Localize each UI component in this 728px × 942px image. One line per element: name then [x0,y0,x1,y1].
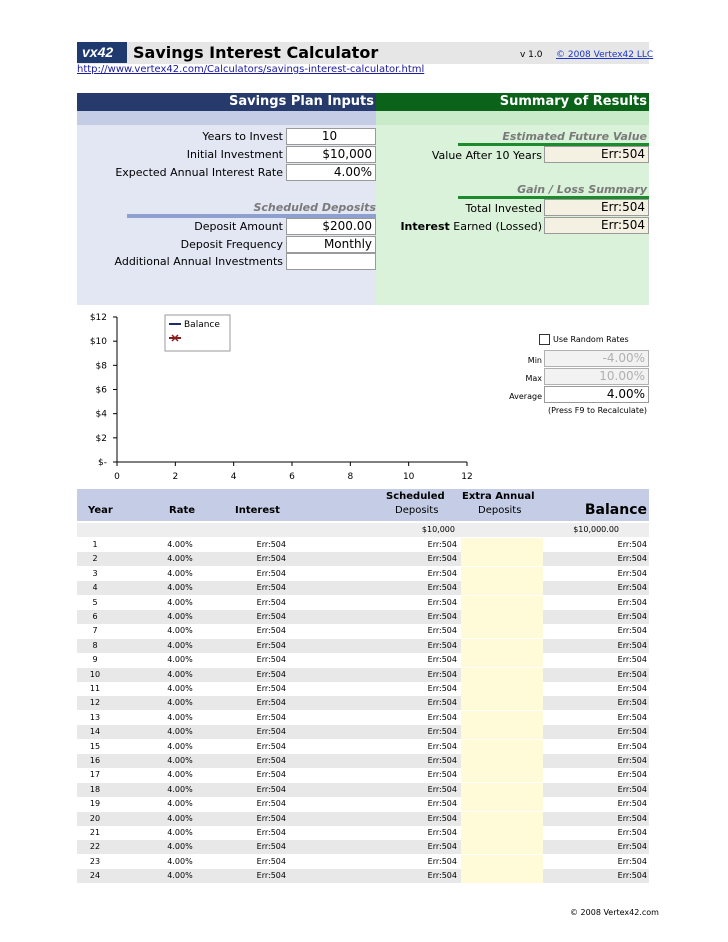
deposit-frequency-label: Deposit Frequency [180,238,283,251]
min-rate-label: Min [527,356,542,365]
year-cell: 20 [89,813,101,823]
years-label: Years to Invest [202,130,283,143]
year-cell: 1 [92,540,98,549]
scheduled-deposit-cell: Err:504 [427,684,457,693]
random-rates-label: Use Random Rates [553,335,629,344]
year-cell: 18 [89,784,101,794]
extra-deposit-input[interactable] [461,783,543,797]
col-scheduled-header-2: Deposits [395,505,439,516]
chart-legend [165,315,230,351]
rate-cell: 4.00% [167,583,193,593]
interest-cell: Err:504 [256,712,286,722]
extra-deposit-input[interactable] [461,869,543,883]
page-title: Savings Interest Calculator [133,43,379,62]
col-interest-header: Interest [235,505,280,516]
year-cell: 10 [89,669,101,679]
year-cell: 9 [92,655,98,665]
scheduled-deposit-cell: Err:504 [427,640,457,650]
extra-deposit-input[interactable] [461,538,543,552]
extra-deposit-input[interactable] [461,639,543,653]
scheduled-deposit-cell: Err:504 [427,698,457,708]
value-after-output: Err:504 [544,146,649,163]
year-cell: 21 [89,828,101,837]
years-input[interactable]: 10 [286,128,376,145]
extra-deposit-input[interactable] [461,826,543,840]
deposit-amount-input[interactable]: $200.00 [286,218,376,235]
interest-cell: Err:504 [256,698,286,708]
interest-cell: Err:504 [256,583,286,593]
rate-cell: 4.00% [167,784,193,794]
additional-investments-label: Additional Annual Investments [114,255,283,268]
initial-balance-cell: $10,000.00 [573,525,619,534]
interest-cell: Err:504 [256,655,286,665]
col-extra-header-2: Deposits [478,505,522,516]
scheduled-deposit-cell: Err:504 [427,856,457,866]
summary-heading: Summary of Results [376,93,649,111]
interest-cell: Err:504 [256,540,286,549]
x-tick-label: 2 [172,472,179,482]
extra-deposit-input[interactable] [461,581,543,595]
year-cell: 16 [89,756,101,765]
extra-deposit-input[interactable] [461,797,543,811]
interest-cell: Err:504 [256,741,286,751]
y-tick-label: $12 [89,313,107,323]
interest-cell: Err:504 [256,856,286,866]
rate-cell: 4.00% [167,698,193,708]
interest-cell: Err:504 [256,597,286,607]
balance-cell: Err:504 [617,684,647,693]
scheduled-deposit-cell: Err:504 [427,770,457,780]
summary-panel-top-band [376,111,649,125]
col-year-header: Year [88,505,113,516]
scheduled-deposit-cell: Err:504 [427,727,457,737]
initial-investment-input[interactable]: $10,000 [286,146,376,163]
initial-deposit-cell: $10,000 [421,525,455,534]
rate-cell: 4.00% [167,684,193,693]
extra-deposit-input[interactable] [461,725,543,739]
scheduled-deposit-cell: Err:504 [427,554,457,564]
year-cell: 22 [89,842,101,852]
year-cell: 7 [92,626,98,636]
interest-cell: Err:504 [256,727,286,737]
rate-cell: 4.00% [167,669,193,679]
interest-cell: Err:504 [256,799,286,809]
year-cell: 15 [89,741,101,751]
additional-investments-input[interactable] [286,253,376,270]
year-cell: 5 [92,597,98,607]
interest-rate-label: Expected Annual Interest Rate [115,166,283,179]
scheduled-deposit-cell: Err:504 [427,568,457,578]
total-invested-output: Err:504 [544,199,649,216]
interest-cell: Err:504 [256,612,286,621]
extra-deposit-input[interactable] [461,711,543,725]
inputs-heading: Savings Plan Inputs [77,93,376,111]
random-rates-checkbox[interactable] [539,334,550,345]
balance-cell: Err:504 [617,655,647,665]
year-cell: 6 [92,612,98,621]
rate-cell: 4.00% [167,712,193,722]
balance-cell: Err:504 [617,612,647,621]
future-value-heading: Estimated Future Value [502,130,647,143]
rate-cell: 4.00% [167,756,193,765]
interest-cell: Err:504 [256,842,286,852]
scheduled-deposit-cell: Err:504 [427,799,457,809]
balance-cell: Err:504 [617,842,647,852]
scheduled-deposit-cell: Err:504 [427,626,457,636]
scheduled-deposit-cell: Err:504 [427,784,457,794]
balance-cell: Err:504 [617,756,647,765]
scheduled-deposit-cell: Err:504 [427,741,457,751]
interest-earned-label-rest: Earned (Lossed) [449,220,542,233]
y-tick-label: $6 [95,385,107,396]
extra-deposit-input[interactable] [461,668,543,682]
balance-cell: Err:504 [617,784,647,794]
year-cell: 23 [89,856,101,866]
col-scheduled-header-1: Scheduled [386,491,445,502]
x-tick-label: 8 [347,472,354,482]
extra-deposit-input[interactable] [461,624,543,638]
year-cell: 12 [89,698,101,708]
balance-cell: Err:504 [617,640,647,650]
rate-cell: 4.00% [167,540,193,549]
max-rate-label: Max [525,374,542,383]
rate-cell: 4.00% [167,856,193,866]
rate-cell: 4.00% [167,554,193,564]
interest-earned-label-bold: Interest [400,220,450,233]
scheduled-deposit-cell: Err:504 [427,828,457,837]
year-cell: 24 [89,871,101,881]
balance-cell: Err:504 [617,698,647,708]
rate-cell: 4.00% [167,741,193,751]
balance-cell: Err:504 [617,770,647,780]
year-cell: 3 [92,568,98,578]
scheduled-deposit-cell: Err:504 [427,813,457,823]
x-tick-label: 4 [230,472,237,482]
rate-cell: 4.00% [167,770,193,780]
balance-cell: Err:504 [617,626,647,636]
interest-cell: Err:504 [256,640,286,650]
scheduled-deposit-cell: Err:504 [427,597,457,607]
interest-cell: Err:504 [256,684,286,693]
balance-cell: Err:504 [617,568,647,578]
interest-cell: Err:504 [256,770,286,780]
rate-cell: 4.00% [167,799,193,809]
year-cell: 2 [92,554,98,564]
extra-deposit-input[interactable] [461,596,543,610]
extra-deposit-input[interactable] [461,567,543,581]
initial-investment-label: Initial Investment [186,148,283,161]
scheduled-deposit-cell: Err:504 [427,871,457,881]
extra-deposit-input[interactable] [461,754,543,768]
interest-cell: Err:504 [256,813,286,823]
average-rate-output: 4.00% [544,386,649,403]
rate-cell: 4.00% [167,813,193,823]
scheduled-deposit-cell: Err:504 [427,655,457,665]
y-tick-label: $10 [89,337,107,348]
calculator-url-link[interactable]: http://www.vertex42.com/Calculators/savings-interest-calculator.html [77,64,425,75]
scheduled-deposit-cell: Err:504 [427,669,457,679]
balance-cell: Err:504 [617,669,647,679]
rate-cell: 4.00% [167,655,193,665]
interest-cell: Err:504 [256,554,286,564]
balance-cell: Err:504 [617,856,647,866]
extra-deposit-input[interactable] [461,696,543,710]
balance-cell: Err:504 [617,828,647,837]
interest-cell: Err:504 [256,626,286,636]
interest-cell: Err:504 [256,756,286,765]
rate-cell: 4.00% [167,727,193,737]
x-tick-label: 6 [289,472,295,482]
scheduled-deposit-cell: Err:504 [427,842,457,852]
scheduled-deposit-cell: Err:504 [427,583,457,593]
copyright-link[interactable]: © 2008 Vertex42 LLC [556,50,654,60]
balance-cell: Err:504 [617,799,647,809]
rate-cell: 4.00% [167,597,193,607]
year-cell: 11 [89,684,101,693]
extra-deposit-input[interactable] [461,740,543,754]
extra-deposit-input[interactable] [461,840,543,854]
rate-cell: 4.00% [167,612,193,621]
legend-balance-label: Balance [184,320,220,330]
interest-cell: Err:504 [256,871,286,881]
extra-deposit-input[interactable] [461,610,543,624]
extra-deposit-input[interactable] [461,682,543,696]
footer-copyright: © 2008 Vertex42.com [570,908,659,917]
balance-cell: Err:504 [617,813,647,823]
balance-cell: Err:504 [617,871,647,881]
version-label: v 1.0 [520,50,543,60]
col-rate-header: Rate [169,505,196,516]
total-invested-label: Total Invested [465,202,542,215]
year-cell: 13 [89,712,101,722]
interest-rate-input[interactable]: 4.00% [286,164,376,181]
average-rate-label: Average [509,392,542,401]
value-after-label: Value After 10 Years [431,149,542,162]
scheduled-deposits-heading: Scheduled Deposits [253,201,376,214]
balance-chart [80,305,480,485]
rate-cell: 4.00% [167,828,193,837]
deposit-frequency-select[interactable]: Monthly [286,236,376,253]
balance-cell: Err:504 [617,712,647,722]
min-rate-input[interactable]: -4.00% [544,350,649,367]
scheduled-deposit-cell: Err:504 [427,540,457,549]
vertex42-logo: vx42 [77,42,127,63]
inputs-panel-top-band [77,111,376,125]
extra-deposit-input[interactable] [461,768,543,782]
scheduled-deposit-cell: Err:504 [427,612,457,621]
year-cell: 17 [89,770,101,780]
y-tick-label: $8 [95,361,107,372]
deposit-amount-label: Deposit Amount [194,220,283,233]
year-cell: 19 [89,799,101,809]
interest-earned-label [380,220,542,233]
recalculate-note: (Press F9 to Recalculate) [548,406,647,415]
balance-cell: Err:504 [617,540,647,549]
rate-cell: 4.00% [167,842,193,852]
interest-cell: Err:504 [256,568,286,578]
max-rate-input[interactable]: 10.00% [544,368,649,385]
rate-cell: 4.00% [167,640,193,650]
gain-loss-heading: Gain / Loss Summary [517,183,647,196]
balance-cell: Err:504 [617,583,647,593]
col-extra-header-1: Extra Annual [462,491,535,502]
interest-cell: Err:504 [256,669,286,679]
rate-cell: 4.00% [167,871,193,881]
y-tick-label: $2 [95,433,107,444]
scheduled-deposit-cell: Err:504 [427,756,457,765]
interest-cell: Err:504 [256,784,286,794]
balance-cell: Err:504 [617,741,647,751]
extra-deposit-input[interactable] [461,653,543,667]
rate-cell: 4.00% [167,626,193,636]
year-cell: 8 [92,640,98,650]
balance-cell: Err:504 [617,597,647,607]
y-tick-label: $- [98,458,107,468]
x-tick-label: 10 [402,472,415,482]
extra-deposit-input[interactable] [461,855,543,869]
rate-cell: 4.00% [167,568,193,578]
extra-deposit-input[interactable] [461,552,543,566]
col-balance-header: Balance [584,502,647,518]
balance-cell: Err:504 [617,554,647,564]
interest-earned-output: Err:504 [544,217,649,234]
scheduled-deposit-cell: Err:504 [427,712,457,722]
x-tick-label: 0 [114,472,120,482]
y-tick-label: $4 [95,409,107,420]
x-tick-label: 12 [461,472,473,482]
interest-cell: Err:504 [256,828,286,837]
year-cell: 4 [92,583,98,593]
chart-ticks [90,313,473,482]
year-cell: 14 [89,727,101,737]
extra-deposit-input[interactable] [461,812,543,826]
balance-cell: Err:504 [617,727,647,737]
